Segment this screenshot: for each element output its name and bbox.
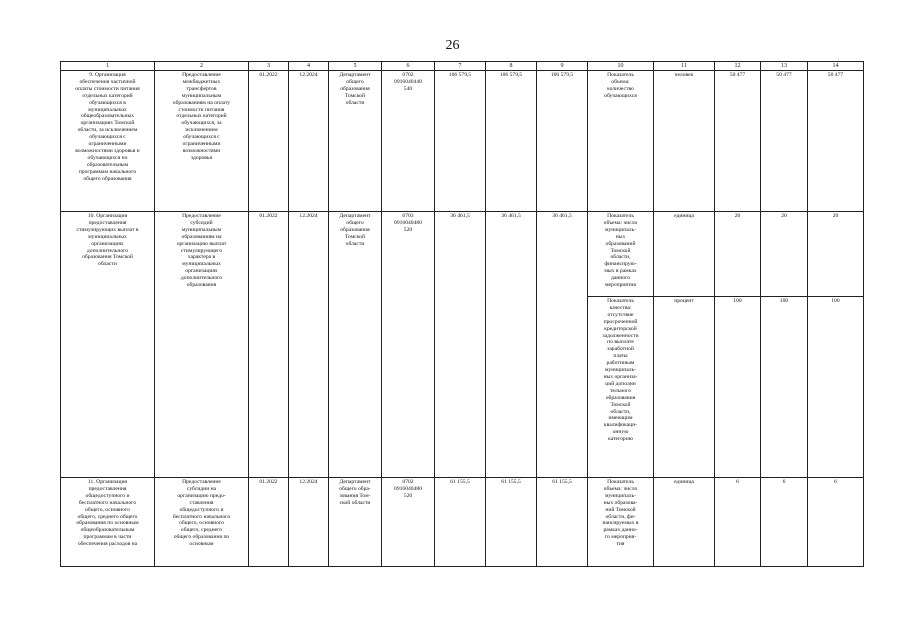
indicator-name-cell: Показатель объема: число муниципаль- ных образований Томской области, финансирую- мых в рамках данного мероприятия	[588, 212, 654, 297]
column-number-row	[61, 62, 864, 71]
sum-cell: 106 579,5	[486, 71, 537, 212]
sum-total-cell: 36 461,5	[435, 212, 486, 478]
column-header: 13	[761, 62, 808, 71]
indicator-name-cell: Показатель объема: число муниципаль- ных образова- ний Томской области, фи- нансируемых в рамках данно- го мероприя- тия	[588, 478, 654, 567]
indicator-unit-cell: единица	[654, 478, 715, 567]
column-header: 9	[537, 62, 588, 71]
column-header: 3	[249, 62, 289, 71]
measure-cell: 9. Организация обеспечения частичной оплаты стоимости питания отдельных категорий обучающихся в муниципальных общеобразовательных организациях Томской области, за исключением обучающихся с ограниченными возможностями здоровья и обучающихся по образовательным программам начального общего образования	[61, 71, 155, 212]
sum-cell: 36 461,5	[537, 212, 588, 478]
start-date-cell: 01.2022	[249, 212, 289, 478]
start-date-cell: 01.2022	[249, 478, 289, 567]
indicator-value-cell: 20	[761, 212, 808, 297]
indicator-value-cell: 100	[761, 297, 808, 478]
description-cell: Предоставление межбюджетных трансфертов муниципальным образованиям на оплату стоимости питания отдельных категорий обучающихся, за исключением обучающихся с ограниченными возможностями здоровья	[155, 71, 249, 212]
column-header: 5	[329, 62, 382, 71]
program-table	[60, 61, 864, 567]
end-date-cell: 12.2024	[289, 478, 329, 567]
column-header: 10	[588, 62, 654, 71]
column-header: 14	[808, 62, 864, 71]
column-header: 1	[61, 62, 155, 71]
start-date-cell: 01.2022	[249, 71, 289, 212]
column-header: 8	[486, 62, 537, 71]
executor-cell: Департамент общего образования Томской области	[329, 71, 382, 212]
indicator-value-cell: 50 477	[808, 71, 864, 212]
budget-code-cell: 0702 0916040440 540	[382, 71, 435, 212]
sum-total-cell: 61 155,5	[435, 478, 486, 567]
indicator-value-cell: 50 477	[715, 71, 761, 212]
indicator-value-cell: 20	[808, 212, 864, 297]
sum-cell: 61 155,5	[537, 478, 588, 567]
indicator-unit-cell: процент	[654, 297, 715, 478]
column-header: 7	[435, 62, 486, 71]
measure-cell: 11. Организация предоставления общедоступного и бесплатного начального общего, основного общего, среднего общего образования по основным общеобразовательным программам в части обеспечения расходов на	[61, 478, 155, 567]
description-cell: Предоставление субсидии на организацию предо- ставления общедоступного и бесплатного начального общего, основного общего, среднего общего образования по основным	[155, 478, 249, 567]
end-date-cell: 12.2024	[289, 71, 329, 212]
indicator-name-cell: Показатель качества: отсутствие просроченной кредиторской задолженности по выплате заработной платы работникам муниципаль- ных организа- ций дополни тельного образования Томской области, имеющим квалификаци- онную категорию	[588, 297, 654, 478]
budget-code-cell: 0703 0916040480 520	[382, 212, 435, 478]
column-header: 4	[289, 62, 329, 71]
indicator-value-cell: 100	[808, 297, 864, 478]
column-header: 12	[715, 62, 761, 71]
column-header: 11	[654, 62, 715, 71]
executor-cell: Департамент общего образования Томской области	[329, 212, 382, 478]
indicator-name-cell: Показатель объема: количество обучающихся	[588, 71, 654, 212]
table-row	[61, 71, 864, 212]
column-header: 2	[155, 62, 249, 71]
indicator-value-cell: 6	[715, 478, 761, 567]
sum-cell: 36 461,5	[486, 212, 537, 478]
description-cell: Предоставление субсидий муниципальным образованиям на организацию выплат стимулирующего характера в муниципальных организациях дополнительного образования	[155, 212, 249, 478]
page-number: 26	[445, 38, 460, 53]
sum-total-cell: 106 579,5	[435, 71, 486, 212]
sum-cell: 61 155,5	[486, 478, 537, 567]
indicator-unit-cell: единица	[654, 212, 715, 297]
end-date-cell: 12.2024	[289, 212, 329, 478]
table-row	[61, 212, 864, 297]
indicator-value-cell: 6	[761, 478, 808, 567]
indicator-value-cell: 6	[808, 478, 864, 567]
executor-cell: Департамент общего обра- зования Том- ской области	[329, 478, 382, 567]
measure-cell: 10. Организация предоставления стимулирующих выплат в муниципальных организациях дополнительного образования Томской области	[61, 212, 155, 478]
table-row	[61, 478, 864, 567]
sum-cell: 106 579,5	[537, 71, 588, 212]
column-header: 6	[382, 62, 435, 71]
budget-code-cell: 0702 0916040480 520	[382, 478, 435, 567]
indicator-unit-cell: человек	[654, 71, 715, 212]
indicator-value-cell: 20	[715, 212, 761, 297]
indicator-value-cell: 50 477	[761, 71, 808, 212]
indicator-value-cell: 100	[715, 297, 761, 478]
